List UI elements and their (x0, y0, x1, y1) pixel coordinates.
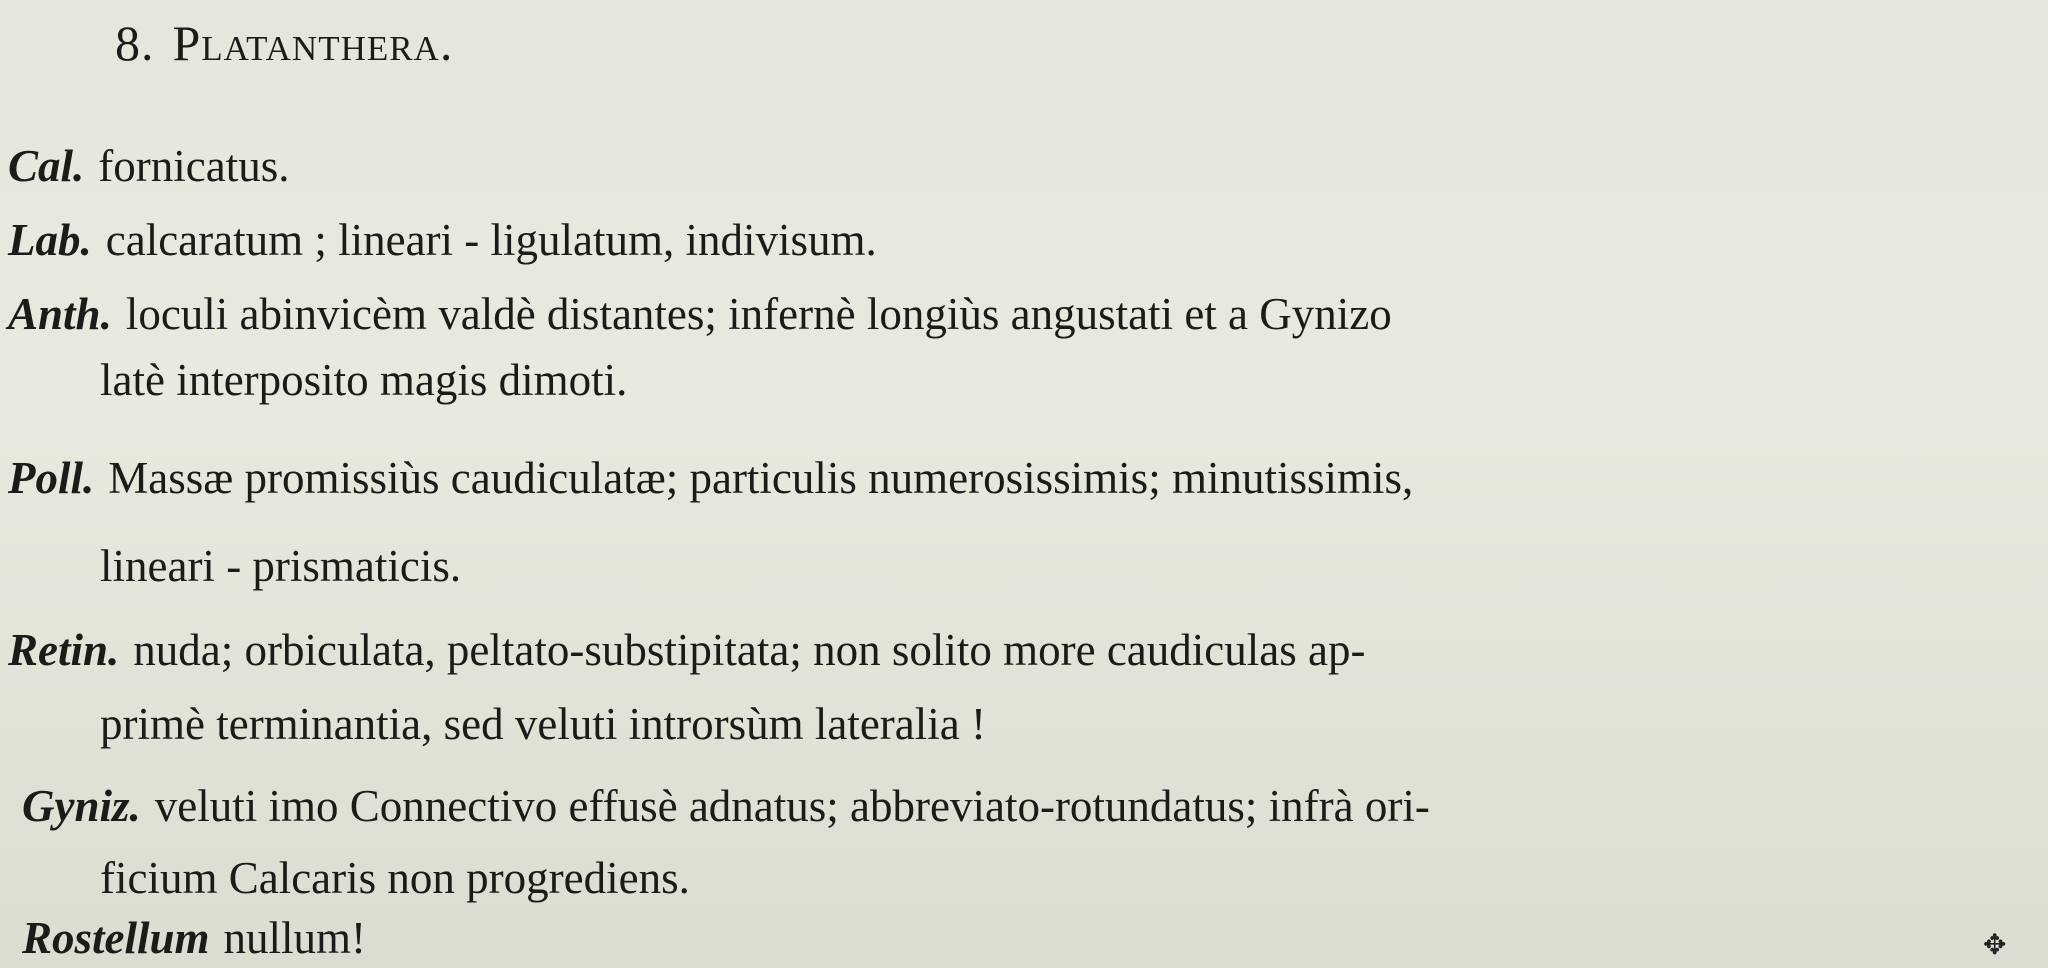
section-heading (115, 14, 453, 72)
entry-gynizus-continuation (100, 850, 690, 906)
entry-text: fornicatus. (98, 141, 290, 191)
entry-text: primè terminantia, sed veluti introrsùm lateralia ! (100, 699, 986, 749)
entry-text: Massæ promissiùs caudiculatæ; particulis numerosissimis; minutissimis, (108, 453, 1414, 503)
entry-abbr: Anth. (8, 289, 112, 339)
entry-text: veluti imo Connectivo effusè adnatus; abbreviato-rotundatus; infrà ori- (154, 781, 1430, 831)
entry-abbr: Rostellum (22, 913, 210, 963)
move-cross-icon: ✥ (1983, 928, 2007, 961)
entry-labellum (8, 212, 877, 268)
entry-abbr: Poll. (8, 453, 95, 503)
entry-text: lineari - prismaticis. (100, 541, 462, 591)
entry-abbr: Gyniz. (22, 781, 141, 831)
entry-retinaculum (8, 622, 1365, 678)
entry-text: nullum! (223, 913, 367, 963)
entry-text: loculi abinvicèm valdè distantes; infernè longiùs angustati et a Gynizo (125, 289, 1392, 339)
entry-anther-continuation (100, 352, 627, 408)
entry-pollinia (8, 450, 1413, 506)
entry-rostellum (22, 910, 366, 966)
entry-calyx (8, 138, 289, 194)
entry-text: calcaratum ; lineari - ligulatum, indivisum. (105, 215, 877, 265)
genus-title: Platanthera. (172, 15, 454, 71)
entry-text: latè interposito magis dimoti. (100, 355, 628, 405)
entry-gynizus (22, 778, 1430, 834)
section-number: 8. (115, 15, 155, 71)
entry-abbr: Retin. (8, 625, 120, 675)
entry-text: ficium Calcaris non progrediens. (100, 853, 690, 903)
entry-abbr: Lab. (8, 215, 92, 265)
entry-pollinia-continuation (100, 538, 461, 594)
entry-text: nuda; orbiculata, peltato-substipitata; non solito more caudiculas ap- (133, 625, 1366, 675)
entry-anther (8, 286, 1392, 342)
entry-retinaculum-continuation (100, 696, 986, 752)
entry-abbr: Cal. (8, 141, 85, 191)
